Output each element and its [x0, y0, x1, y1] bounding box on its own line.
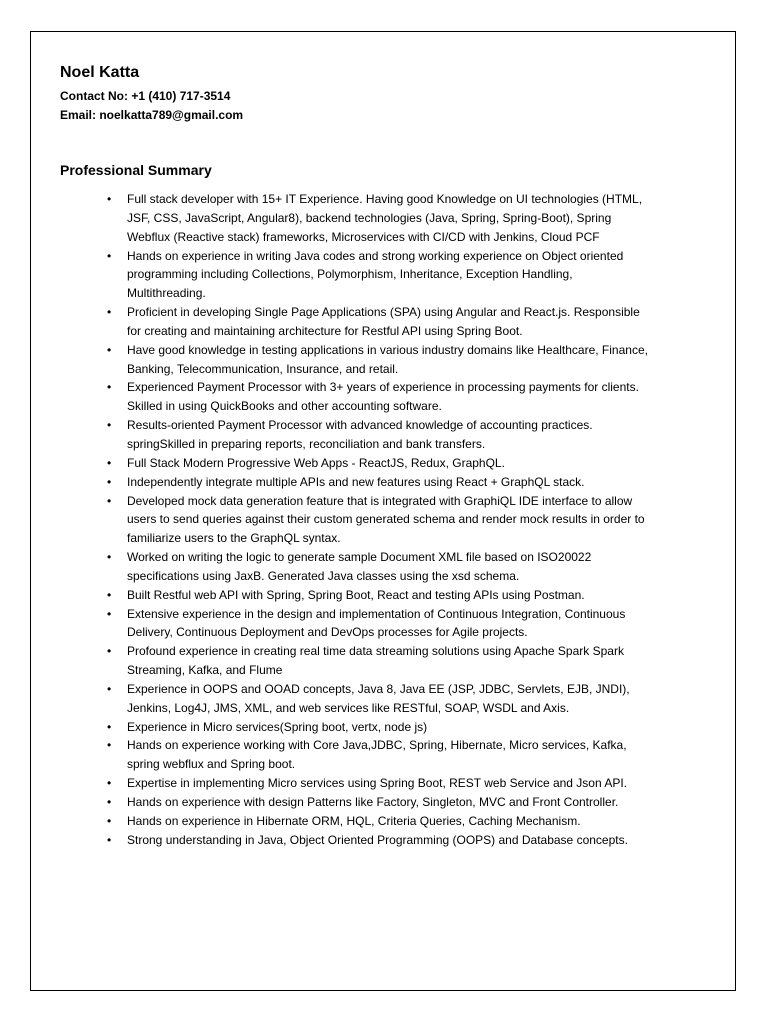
bullet-icon: •: [107, 342, 112, 357]
summary-item-text: Hands on experience in writing Java codes and strong working experience on Object oriented programming including Collections, Polymorphism, Inheritance, Exception Handling, Multithreading.: [127, 248, 624, 301]
bullet-icon: •: [107, 606, 112, 621]
bullet-icon: •: [107, 719, 112, 734]
summary-item-text: Hands on experience in Hibernate ORM, HQL, Criteria Queries, Caching Mechanism.: [127, 813, 581, 828]
bullet-icon: •: [107, 474, 112, 489]
summary-item-text: Hands on experience with design Patterns like Factory, Singleton, MVC and Front Controller.: [127, 795, 619, 809]
bullet-icon: •: [107, 305, 112, 320]
summary-item-text: Hands on experience working with Core Java,JDBC, Spring, Hibernate, Micro services, Kafka, spring webflux and Spring boot.: [127, 738, 627, 772]
summary-list-item: [107, 774, 653, 793]
bullet-icon: •: [107, 192, 112, 206]
summary-item-text: Full stack developer with 15+ IT Experience. Having good Knowledge on UI technologies (HTML, JSF, CSS, JavaScript, Angular8), backend technologies (Java, Spring, Spring-Boot), Spring Webflux (Reactive stack) frameworks, Microservices with CI/CD with Jenkins, Cloud PCF: [127, 192, 643, 244]
contact-block: [60, 87, 243, 125]
summary-item-text: Expertise in implementing Micro services using Spring Boot, REST web Service and Json API.: [127, 776, 628, 791]
summary-list-item: [107, 247, 653, 304]
section-title-professional-summary: Professional Summary: [60, 162, 212, 178]
summary-list-item: [107, 303, 653, 341]
summary-list-item: [107, 793, 653, 812]
bullet-icon: •: [107, 644, 112, 659]
summary-item-text: Built Restful web API with Spring, Spring Boot, React and testing APIs using Postman.: [127, 587, 585, 602]
summary-list-item: [107, 718, 653, 737]
summary-item-text: Experience in OOPS and OOAD concepts, Java 8, Java EE (JSP, JDBC, Servlets, EJB, JNDI), Jenkins, Log4J, JMS, XML, and web services like RESTful, SOAP, WSDL and Axis.: [127, 681, 630, 715]
summary-list-item: [107, 736, 653, 774]
summary-list-item: [107, 416, 653, 454]
contact-email: Email: noelkatta789@gmail.com: [60, 108, 244, 122]
bullet-icon: •: [107, 380, 112, 395]
summary-item-text: Results-oriented Payment Processor with advanced knowledge of accounting practices. springSkilled in preparing reports, reconciliation and bank transfers.: [127, 418, 593, 451]
candidate-name: Noel Katta: [60, 64, 140, 81]
summary-list-item: [107, 341, 653, 379]
bullet-icon: •: [107, 681, 112, 696]
contact-phone: Contact No: +1 (410) 717-3514: [60, 89, 231, 103]
summary-list-item: [107, 812, 653, 831]
bullet-icon: •: [107, 738, 112, 753]
summary-list-item: [107, 548, 653, 586]
summary-item-text: Experienced Payment Processor with 3+ years of experience in processing payments for clients. Skilled in using QuickBooks and other accounting software.: [127, 380, 639, 414]
bullet-icon: •: [107, 587, 112, 602]
bullet-icon: •: [107, 493, 112, 508]
summary-list-item: [107, 586, 653, 605]
summary-list: [107, 190, 653, 850]
summary-list-item: [107, 492, 653, 549]
bullet-icon: •: [107, 795, 112, 809]
bullet-icon: •: [107, 248, 112, 263]
bullet-icon: •: [107, 418, 112, 433]
summary-list-item: [107, 454, 653, 473]
summary-list-item: [107, 831, 653, 850]
summary-item-text: Extensive experience in the design and implementation of Continuous Integration, Continuous Delivery, Continuous Deployment and DevOps processes for Agile projects.: [127, 606, 626, 640]
summary-list-item: [107, 190, 653, 247]
bullet-icon: •: [107, 455, 112, 470]
summary-list-item: [107, 642, 653, 680]
summary-item-text: Have good knowledge in testing applications in various industry domains like Healthcare, Finance, Banking, Telecommunication, Insurance, and retail.: [127, 342, 648, 376]
bullet-icon: •: [107, 550, 112, 565]
bullet-icon: •: [107, 832, 112, 847]
summary-list-item: [107, 473, 653, 492]
summary-item-text: Full Stack Modern Progressive Web Apps - ReactJS, Redux, GraphQL.: [127, 455, 505, 470]
summary-list-item: [107, 680, 653, 718]
summary-item-text: Developed mock data generation feature that is integrated with GraphiQL IDE interface to allow users to send queries against their custom generated schema and render mock results in order to familiarize users to the GraphQL syntax.: [127, 493, 645, 546]
summary-item-text: Strong understanding in Java, Object Oriented Programming (OOPS) and Database concepts.: [127, 832, 628, 847]
bullet-icon: •: [107, 776, 112, 791]
summary-item-text: Profound experience in creating real time data streaming solutions using Apache Spark Spark Streaming, Kafka, and Flume: [127, 644, 624, 678]
summary-list-item: [107, 605, 653, 643]
summary-item-text: Worked on writing the logic to generate sample Document XML file based on ISO20022 specifications using JaxB. Generated Java classes using the xsd schema.: [127, 550, 592, 583]
summary-item-text: Experience in Micro services(Spring boot, vertx, node js): [127, 719, 428, 734]
bullet-icon: •: [107, 813, 112, 828]
summary-item-text: Independently integrate multiple APIs and new features using React + GraphQL stack.: [127, 474, 585, 489]
summary-item-text: Proficient in developing Single Page Applications (SPA) using Angular and React.js. Responsible for creating and maintaining architecture for Restful API using Spring Boot.: [127, 305, 640, 338]
summary-list-item: [107, 378, 653, 416]
